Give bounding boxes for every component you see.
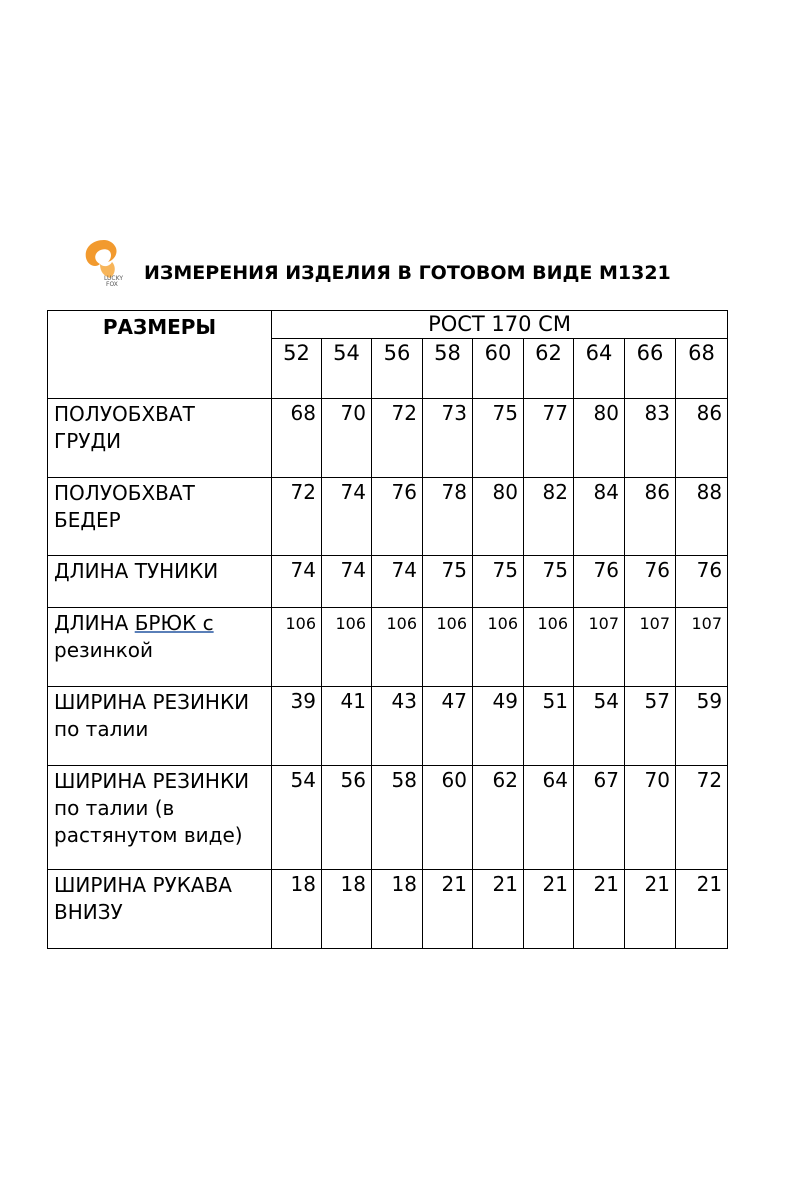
value-cell: 106	[322, 608, 372, 687]
value-cell: 18	[372, 870, 423, 949]
value-cell: 54	[272, 766, 322, 870]
value-cell: 67	[574, 766, 625, 870]
value-cell: 54	[574, 687, 625, 766]
value-cell: 86	[625, 478, 676, 556]
height-header: РОСТ 170 СМ	[272, 311, 728, 339]
value-cell: 21	[676, 870, 728, 949]
value-cell: 107	[574, 608, 625, 687]
table-row	[48, 399, 728, 478]
value-cell: 80	[473, 478, 524, 556]
value-cell: 56	[322, 766, 372, 870]
row-label-prefix: ДЛИНА	[54, 611, 135, 635]
value-cell: 51	[524, 687, 574, 766]
value-cell: 106	[473, 608, 524, 687]
row-label-suffix: резинкой	[54, 638, 154, 662]
table-row	[48, 556, 728, 608]
value-cell: 18	[272, 870, 322, 949]
value-cell: 84	[574, 478, 625, 556]
row-label: ДЛИНА ТУНИКИ	[48, 556, 272, 608]
row-label	[48, 608, 272, 687]
size-cell: 60	[473, 339, 524, 399]
value-cell: 39	[272, 687, 322, 766]
row-label: ШИРИНА РУКАВА ВНИЗУ	[48, 870, 272, 949]
table-row	[48, 870, 728, 949]
row-label: ПОЛУОБХВАТ ГРУДИ	[48, 399, 272, 478]
sizes-header: РАЗМЕРЫ	[48, 311, 272, 399]
value-cell: 74	[322, 556, 372, 608]
value-cell: 72	[372, 399, 423, 478]
table-row	[48, 608, 728, 687]
value-cell: 62	[473, 766, 524, 870]
size-cell: 52	[272, 339, 322, 399]
value-cell: 78	[423, 478, 473, 556]
logo-text-lucky: LUCKY	[104, 275, 124, 282]
value-cell: 76	[625, 556, 676, 608]
value-cell: 107	[676, 608, 728, 687]
value-cell: 75	[473, 556, 524, 608]
value-cell: 64	[524, 766, 574, 870]
value-cell: 77	[524, 399, 574, 478]
row-label: ПОЛУОБХВАТ БЕДЕР	[48, 478, 272, 556]
value-cell: 60	[423, 766, 473, 870]
value-cell: 21	[473, 870, 524, 949]
value-cell: 43	[372, 687, 423, 766]
value-cell: 106	[423, 608, 473, 687]
size-cell: 68	[676, 339, 728, 399]
value-cell: 74	[372, 556, 423, 608]
table-row	[48, 478, 728, 556]
value-cell: 73	[423, 399, 473, 478]
value-cell: 72	[272, 478, 322, 556]
value-cell: 76	[372, 478, 423, 556]
value-cell: 18	[322, 870, 372, 949]
page-title: ИЗМЕРЕНИЯ ИЗДЕЛИЯ В ГОТОВОМ ВИДЕ М1321	[144, 262, 671, 284]
value-cell: 76	[574, 556, 625, 608]
value-cell: 88	[676, 478, 728, 556]
height-header-row	[48, 311, 728, 339]
value-cell: 21	[625, 870, 676, 949]
measurements-table	[47, 310, 728, 949]
size-cell: 62	[524, 339, 574, 399]
value-cell: 70	[625, 766, 676, 870]
row-label: ШИРИНА РЕЗИНКИ по талии	[48, 687, 272, 766]
value-cell: 59	[676, 687, 728, 766]
size-cell: 54	[322, 339, 372, 399]
value-cell: 72	[676, 766, 728, 870]
table-row	[48, 766, 728, 870]
value-cell: 106	[272, 608, 322, 687]
size-cell: 64	[574, 339, 625, 399]
value-cell: 21	[524, 870, 574, 949]
fox-tail-shape	[86, 240, 117, 266]
value-cell: 83	[625, 399, 676, 478]
value-cell: 106	[524, 608, 574, 687]
value-cell: 58	[372, 766, 423, 870]
value-cell: 82	[524, 478, 574, 556]
value-cell: 86	[676, 399, 728, 478]
value-cell: 74	[272, 556, 322, 608]
value-cell: 74	[322, 478, 372, 556]
value-cell: 70	[322, 399, 372, 478]
row-label: ШИРИНА РЕЗИНКИ по талии (в растянутом виде)	[48, 766, 272, 870]
size-cell: 58	[423, 339, 473, 399]
value-cell: 75	[423, 556, 473, 608]
value-cell: 57	[625, 687, 676, 766]
value-cell: 21	[423, 870, 473, 949]
value-cell: 80	[574, 399, 625, 478]
lucky-fox-logo	[78, 236, 130, 288]
value-cell: 106	[372, 608, 423, 687]
row-label-underlined: БРЮК с	[134, 611, 214, 635]
table-row	[48, 687, 728, 766]
size-cell: 66	[625, 339, 676, 399]
logo-text-fox: FOX	[106, 281, 118, 288]
value-cell: 68	[272, 399, 322, 478]
value-cell: 75	[524, 556, 574, 608]
value-cell: 75	[473, 399, 524, 478]
value-cell: 76	[676, 556, 728, 608]
value-cell: 41	[322, 687, 372, 766]
value-cell: 21	[574, 870, 625, 949]
value-cell: 49	[473, 687, 524, 766]
value-cell: 47	[423, 687, 473, 766]
size-cell: 56	[372, 339, 423, 399]
value-cell: 107	[625, 608, 676, 687]
